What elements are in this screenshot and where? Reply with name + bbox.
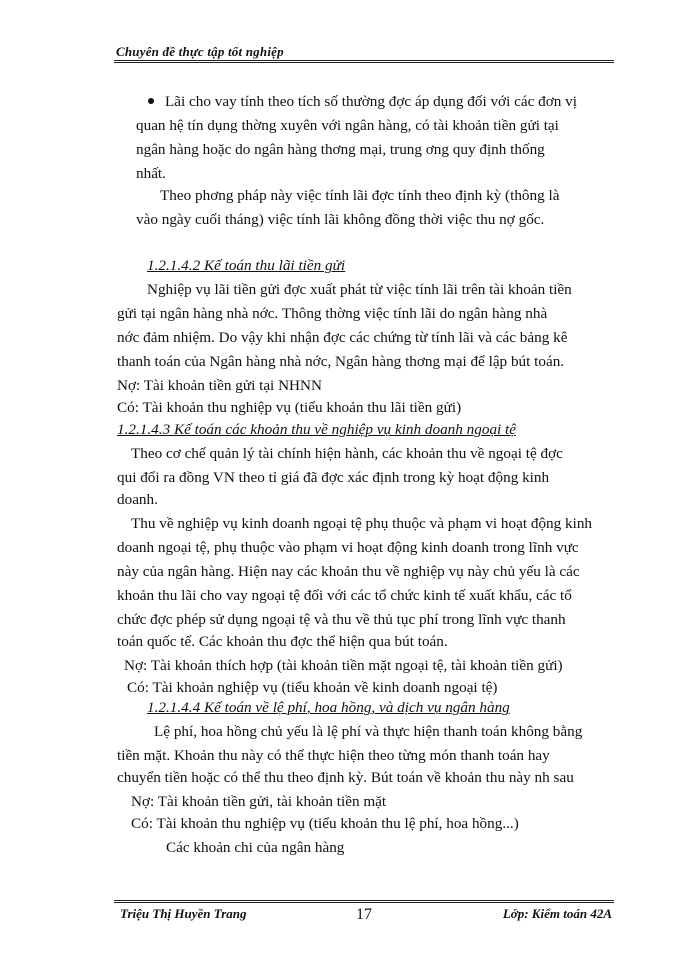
text-line: Nợ: Tài khoản thích hợp (tài khoản tiền mặt ngoại tệ, tài khoản tiền gửi) xyxy=(124,657,563,674)
footer-rule-double xyxy=(114,902,614,903)
text-line: Lệ phí, hoa hồng chủ yếu là lệ phí và thực hiện thanh toán không bằng xyxy=(154,723,583,740)
text-line: khoản thu lãi cho vay ngoại tệ đối với các tổ chức kinh tế xuất khẩu, các tổ xyxy=(117,587,572,604)
text-line: gửi tại ngân hàng nhà nớc. Thông thờng việc tính lãi do ngân hàng nhà xyxy=(117,305,548,322)
bullet-icon xyxy=(148,98,154,104)
text-line: doanh. xyxy=(117,491,158,508)
footer-rule xyxy=(114,900,614,901)
page-number: 17 xyxy=(356,906,372,923)
text-line: Các khoản chi của ngân hàng xyxy=(166,839,345,856)
section-heading: 1.2.1.4.4 Kế toán về lệ phí, hoa hồng, và dịch vụ ngân hàng xyxy=(147,699,510,716)
text-line: Theo phơng pháp này việc tính lãi đợc tính theo định kỳ (thông là xyxy=(160,187,560,204)
footer-author: Triệu Thị Huyền Trang xyxy=(120,906,247,921)
text-line: doanh ngoại tệ, phụ thuộc vào phạm vi hoạt động kinh doanh trong lĩnh vực xyxy=(117,539,579,556)
text-line: tiền mặt. Khoản thu này có thể thực hiện theo từng món thanh toán hay xyxy=(117,747,550,764)
header-rule xyxy=(114,60,614,61)
text-line: Có: Tài khoản thu nghiệp vụ (tiểu khoản thu lệ phí, hoa hồng...) xyxy=(131,815,519,832)
text-line: vào ngày cuối tháng) việc tính lãi không đồng thời việc thu nợ gốc. xyxy=(136,211,545,228)
header-rule-double xyxy=(114,62,614,63)
footer-class: Lớp: Kiểm toán 42A xyxy=(502,906,612,921)
text-line: nhất. xyxy=(136,165,166,182)
text-line: Có: Tài khoản thu nghiệp vụ (tiểu khoản thu lãi tiền gửi) xyxy=(117,399,462,416)
text-line: qui đổi ra đồng VN theo tỉ giá đã đợc xác định trong kỳ hoạt động kinh xyxy=(117,469,550,486)
text-line: này của ngân hàng. Hiện nay các khoản thu về nghiệp vụ này chủ yếu là các xyxy=(117,563,580,580)
section-heading: 1.2.1.4.3 Kế toán các khoản thu về nghiệp vụ kinh doanh ngoại tệ xyxy=(117,421,517,438)
text-line: Thu về nghiệp vụ kinh doanh ngoại tệ phụ thuộc và phạm vi hoạt động kinh xyxy=(131,515,593,532)
text-line: Nợ: Tài khoản tiền gửi tại NHNN xyxy=(117,377,322,394)
text-line: nớc đảm nhiệm. Do vậy khi nhận đợc các chứng từ tính lãi và các bảng kê xyxy=(117,329,568,346)
text-line: Nghiệp vụ lãi tiền gửi đợc xuất phát từ việc tính lãi trên tài khoản tiền xyxy=(147,281,572,298)
section-heading: 1.2.1.4.2 Kế toán thu lãi tiền gửi xyxy=(147,257,346,274)
text-line: toán quốc tế. Các khoản thu đợc thể hiện qua bút toán. xyxy=(117,633,448,650)
running-header: Chuyên đề thực tập tốt nghiệp xyxy=(116,44,284,59)
text-line: chức đợc phép sử dụng ngoại tệ và thu về thủ tục phí trong lĩnh vực thanh xyxy=(117,611,566,628)
text-line: thanh toán của Ngân hàng nhà nớc, Ngân hàng thơng mại để lập bút toán. xyxy=(117,353,565,370)
text-line: Lãi cho vay tính theo tích số thường đợc áp dụng đối với các đơn vị xyxy=(165,93,577,110)
text-line: quan hệ tín dụng thờng xuyên với ngân hàng, có tài khoản tiền gửi tại xyxy=(136,117,559,134)
text-line: Nợ: Tài khoản tiền gửi, tài khoản tiền mặt xyxy=(131,793,387,810)
text-line: Theo cơ chế quản lý tài chính hiện hành, các khoản thu về ngoại tệ đợc xyxy=(131,445,563,462)
text-line: chuyển tiền hoặc có thể thu theo định kỳ. Bút toán về khoản thu này nh sau xyxy=(117,769,574,786)
text-line: Có: Tài khoản nghiệp vụ (tiểu khoản về kinh doanh ngoại tệ) xyxy=(127,679,498,696)
text-line: ngân hàng hoặc do ngân hàng thơng mại, trung ơng quy định thống xyxy=(136,141,545,158)
